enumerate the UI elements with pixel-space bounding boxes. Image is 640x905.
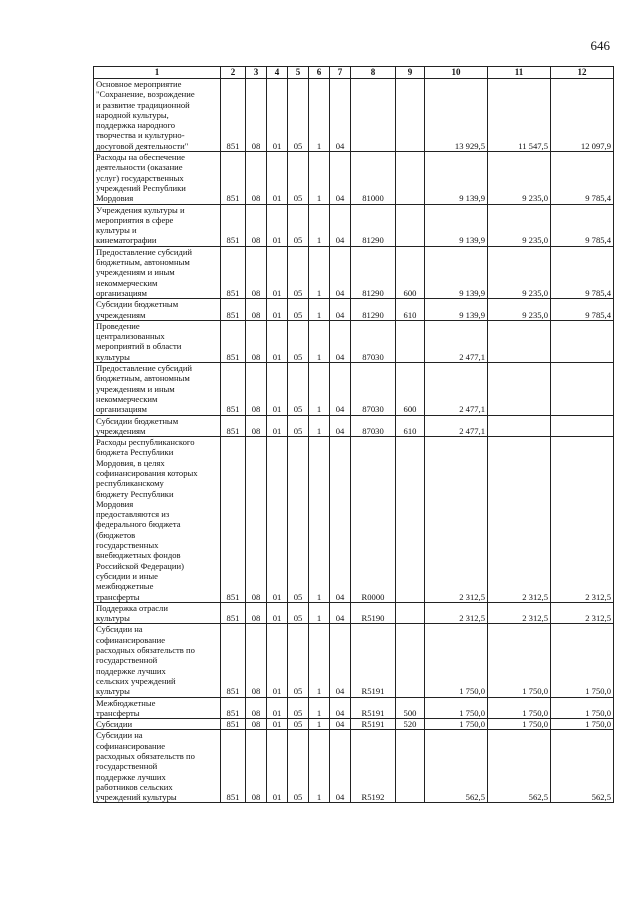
cell-c10: 2 312,5 bbox=[425, 437, 488, 603]
cell-c10: 9 139,9 bbox=[425, 204, 488, 246]
cell-c3: 08 bbox=[246, 246, 267, 298]
cell-c10: 2 477,1 bbox=[425, 363, 488, 415]
cell-c2: 851 bbox=[221, 602, 246, 624]
cell-c5: 05 bbox=[288, 719, 309, 730]
cell-c3: 08 bbox=[246, 624, 267, 697]
cell-c11: 1 750,0 bbox=[488, 719, 551, 730]
cell-c11 bbox=[488, 415, 551, 437]
cell-c8: 81000 bbox=[351, 152, 396, 204]
cell-c6: 1 bbox=[309, 697, 330, 719]
cell-c3: 08 bbox=[246, 602, 267, 624]
cell-c11: 9 235,0 bbox=[488, 299, 551, 321]
cell-c5: 05 bbox=[288, 437, 309, 603]
cell-c10: 9 139,9 bbox=[425, 152, 488, 204]
column-header: 1 bbox=[94, 67, 221, 79]
cell-c4: 01 bbox=[267, 624, 288, 697]
cell-c10: 562,5 bbox=[425, 730, 488, 803]
cell-c8: 81290 bbox=[351, 246, 396, 298]
cell-c10: 1 750,0 bbox=[425, 719, 488, 730]
cell-c6: 1 bbox=[309, 602, 330, 624]
table-row bbox=[94, 437, 614, 603]
cell-c5: 05 bbox=[288, 730, 309, 803]
cell-c8: 87030 bbox=[351, 363, 396, 415]
column-header: 5 bbox=[288, 67, 309, 79]
cell-c9: 610 bbox=[396, 299, 425, 321]
cell-c3: 08 bbox=[246, 719, 267, 730]
cell-c4: 01 bbox=[267, 246, 288, 298]
cell-c11: 9 235,0 bbox=[488, 152, 551, 204]
cell-c7: 04 bbox=[330, 79, 351, 152]
cell-c8 bbox=[351, 79, 396, 152]
cell-c8: R5191 bbox=[351, 697, 396, 719]
cell-c8: R5190 bbox=[351, 602, 396, 624]
table-row bbox=[94, 363, 614, 415]
cell-c9 bbox=[396, 624, 425, 697]
column-header: 12 bbox=[551, 67, 614, 79]
cell-c2: 851 bbox=[221, 437, 246, 603]
cell-c10: 9 139,9 bbox=[425, 299, 488, 321]
table-row bbox=[94, 697, 614, 719]
cell-c6: 1 bbox=[309, 320, 330, 362]
cell-c4: 01 bbox=[267, 320, 288, 362]
cell-c7: 04 bbox=[330, 437, 351, 603]
cell-c2: 851 bbox=[221, 246, 246, 298]
column-header: 6 bbox=[309, 67, 330, 79]
cell-c6: 1 bbox=[309, 437, 330, 603]
cell-c7: 04 bbox=[330, 719, 351, 730]
cell-c5: 05 bbox=[288, 246, 309, 298]
table-row bbox=[94, 299, 614, 321]
cell-c4: 01 bbox=[267, 730, 288, 803]
cell-c12: 1 750,0 bbox=[551, 624, 614, 697]
cell-c12: 9 785,4 bbox=[551, 246, 614, 298]
cell-c12: 9 785,4 bbox=[551, 204, 614, 246]
cell-c8: 87030 bbox=[351, 320, 396, 362]
cell-c7: 04 bbox=[330, 415, 351, 437]
cell-c2: 851 bbox=[221, 363, 246, 415]
cell-c9 bbox=[396, 602, 425, 624]
cell-c6: 1 bbox=[309, 415, 330, 437]
cell-c11: 562,5 bbox=[488, 730, 551, 803]
cell-c2: 851 bbox=[221, 320, 246, 362]
row-name: Субсидии на софинансирование расходных обязательств по государственной поддержке лучших работников сельских учреждений культуры bbox=[94, 730, 221, 803]
cell-c5: 05 bbox=[288, 299, 309, 321]
cell-c2: 851 bbox=[221, 299, 246, 321]
cell-c2: 851 bbox=[221, 79, 246, 152]
cell-c9: 600 bbox=[396, 246, 425, 298]
cell-c8: 81290 bbox=[351, 299, 396, 321]
cell-c2: 851 bbox=[221, 730, 246, 803]
cell-c11: 9 235,0 bbox=[488, 246, 551, 298]
cell-c2: 851 bbox=[221, 415, 246, 437]
cell-c7: 04 bbox=[330, 730, 351, 803]
row-name: Предоставление субсидий бюджетным, автономным учреждениям и иным некоммерческим организациям bbox=[94, 246, 221, 298]
cell-c5: 05 bbox=[288, 415, 309, 437]
cell-c11 bbox=[488, 363, 551, 415]
column-header: 4 bbox=[267, 67, 288, 79]
cell-c5: 05 bbox=[288, 320, 309, 362]
cell-c11: 9 235,0 bbox=[488, 204, 551, 246]
cell-c12 bbox=[551, 415, 614, 437]
row-name: Расходы республиканского бюджета Республики Мордовия, в целях софинансирования которых республиканскому бюджету Республики Мордовия предоставляются из федерального бюджета (бюджетов государственных внебюджетных фондов Российской Федерации) субсидии и иные межбюджетные трансферты bbox=[94, 437, 221, 603]
cell-c3: 08 bbox=[246, 320, 267, 362]
cell-c2: 851 bbox=[221, 152, 246, 204]
cell-c5: 05 bbox=[288, 697, 309, 719]
cell-c3: 08 bbox=[246, 204, 267, 246]
table-row bbox=[94, 320, 614, 362]
cell-c6: 1 bbox=[309, 730, 330, 803]
table-row bbox=[94, 152, 614, 204]
cell-c7: 04 bbox=[330, 204, 351, 246]
row-name: Субсидии bbox=[94, 719, 221, 730]
table-row bbox=[94, 79, 614, 152]
cell-c10: 2 477,1 bbox=[425, 320, 488, 362]
cell-c11: 1 750,0 bbox=[488, 697, 551, 719]
cell-c2: 851 bbox=[221, 719, 246, 730]
cell-c12: 562,5 bbox=[551, 730, 614, 803]
cell-c3: 08 bbox=[246, 363, 267, 415]
table-row bbox=[94, 719, 614, 730]
cell-c8: R0000 bbox=[351, 437, 396, 603]
header-row bbox=[94, 67, 614, 79]
cell-c10: 1 750,0 bbox=[425, 697, 488, 719]
cell-c6: 1 bbox=[309, 152, 330, 204]
table-row bbox=[94, 415, 614, 437]
table-row bbox=[94, 602, 614, 624]
row-name: Расходы на обеспечение деятельности (оказание услуг) государственных учреждений Республики Мордовия bbox=[94, 152, 221, 204]
row-name: Основное мероприятие "Сохранение, возрождение и развитие традиционной народной культуры, поддержка народного творчества и культурно- досуговой деятельности" bbox=[94, 79, 221, 152]
cell-c7: 04 bbox=[330, 246, 351, 298]
cell-c9 bbox=[396, 152, 425, 204]
cell-c10: 2 312,5 bbox=[425, 602, 488, 624]
cell-c12 bbox=[551, 363, 614, 415]
budget-table bbox=[93, 66, 614, 803]
cell-c5: 05 bbox=[288, 624, 309, 697]
cell-c4: 01 bbox=[267, 697, 288, 719]
table-row bbox=[94, 624, 614, 697]
column-header: 3 bbox=[246, 67, 267, 79]
cell-c8: 81290 bbox=[351, 204, 396, 246]
cell-c3: 08 bbox=[246, 152, 267, 204]
cell-c6: 1 bbox=[309, 79, 330, 152]
cell-c8: R5191 bbox=[351, 624, 396, 697]
cell-c5: 05 bbox=[288, 152, 309, 204]
cell-c6: 1 bbox=[309, 299, 330, 321]
cell-c4: 01 bbox=[267, 602, 288, 624]
cell-c12: 1 750,0 bbox=[551, 719, 614, 730]
table-row bbox=[94, 204, 614, 246]
cell-c2: 851 bbox=[221, 624, 246, 697]
cell-c8: R5191 bbox=[351, 719, 396, 730]
column-header: 11 bbox=[488, 67, 551, 79]
column-header: 10 bbox=[425, 67, 488, 79]
cell-c12: 12 097,9 bbox=[551, 79, 614, 152]
cell-c8: 87030 bbox=[351, 415, 396, 437]
row-name: Учреждения культуры и мероприятия в сфере культуры и кинематографии bbox=[94, 204, 221, 246]
cell-c3: 08 bbox=[246, 697, 267, 719]
cell-c4: 01 bbox=[267, 437, 288, 603]
cell-c4: 01 bbox=[267, 299, 288, 321]
table-row bbox=[94, 730, 614, 803]
cell-c11: 11 547,5 bbox=[488, 79, 551, 152]
row-name: Предоставление субсидий бюджетным, автономным учреждениям и иным некоммерческим организациям bbox=[94, 363, 221, 415]
cell-c5: 05 bbox=[288, 363, 309, 415]
cell-c4: 01 bbox=[267, 204, 288, 246]
table-row bbox=[94, 246, 614, 298]
cell-c10: 13 929,5 bbox=[425, 79, 488, 152]
row-name: Проведение централизованных мероприятий в области культуры bbox=[94, 320, 221, 362]
cell-c9 bbox=[396, 437, 425, 603]
cell-c4: 01 bbox=[267, 152, 288, 204]
row-name: Межбюджетные трансферты bbox=[94, 697, 221, 719]
page-number: 646 bbox=[590, 38, 610, 53]
cell-c5: 05 bbox=[288, 602, 309, 624]
cell-c9 bbox=[396, 730, 425, 803]
column-header: 2 bbox=[221, 67, 246, 79]
cell-c2: 851 bbox=[221, 697, 246, 719]
cell-c8: R5192 bbox=[351, 730, 396, 803]
cell-c12 bbox=[551, 320, 614, 362]
cell-c7: 04 bbox=[330, 299, 351, 321]
row-name: Поддержка отрасли культуры bbox=[94, 602, 221, 624]
cell-c4: 01 bbox=[267, 719, 288, 730]
cell-c12: 2 312,5 bbox=[551, 602, 614, 624]
cell-c4: 01 bbox=[267, 415, 288, 437]
cell-c9 bbox=[396, 79, 425, 152]
cell-c10: 9 139,9 bbox=[425, 246, 488, 298]
cell-c6: 1 bbox=[309, 624, 330, 697]
cell-c4: 01 bbox=[267, 79, 288, 152]
cell-c3: 08 bbox=[246, 730, 267, 803]
cell-c11: 1 750,0 bbox=[488, 624, 551, 697]
cell-c10: 2 477,1 bbox=[425, 415, 488, 437]
cell-c12: 1 750,0 bbox=[551, 697, 614, 719]
cell-c6: 1 bbox=[309, 204, 330, 246]
cell-c7: 04 bbox=[330, 320, 351, 362]
cell-c12: 9 785,4 bbox=[551, 152, 614, 204]
column-header: 7 bbox=[330, 67, 351, 79]
cell-c7: 04 bbox=[330, 624, 351, 697]
cell-c5: 05 bbox=[288, 204, 309, 246]
cell-c9: 520 bbox=[396, 719, 425, 730]
column-header: 8 bbox=[351, 67, 396, 79]
cell-c9 bbox=[396, 204, 425, 246]
cell-c6: 1 bbox=[309, 246, 330, 298]
cell-c9: 600 bbox=[396, 363, 425, 415]
cell-c7: 04 bbox=[330, 152, 351, 204]
table-body bbox=[94, 79, 614, 803]
cell-c2: 851 bbox=[221, 204, 246, 246]
cell-c7: 04 bbox=[330, 602, 351, 624]
cell-c10: 1 750,0 bbox=[425, 624, 488, 697]
cell-c6: 1 bbox=[309, 719, 330, 730]
column-header: 9 bbox=[396, 67, 425, 79]
cell-c3: 08 bbox=[246, 415, 267, 437]
cell-c11: 2 312,5 bbox=[488, 602, 551, 624]
cell-c7: 04 bbox=[330, 363, 351, 415]
row-name: Субсидии на софинансирование расходных обязательств по государственной поддержке лучших сельских учреждений культуры bbox=[94, 624, 221, 697]
cell-c12: 9 785,4 bbox=[551, 299, 614, 321]
row-name: Субсидии бюджетным учреждениям bbox=[94, 299, 221, 321]
cell-c6: 1 bbox=[309, 363, 330, 415]
cell-c5: 05 bbox=[288, 79, 309, 152]
cell-c12: 2 312,5 bbox=[551, 437, 614, 603]
cell-c3: 08 bbox=[246, 437, 267, 603]
cell-c11 bbox=[488, 320, 551, 362]
cell-c9 bbox=[396, 320, 425, 362]
cell-c7: 04 bbox=[330, 697, 351, 719]
cell-c4: 01 bbox=[267, 363, 288, 415]
cell-c3: 08 bbox=[246, 299, 267, 321]
cell-c9: 500 bbox=[396, 697, 425, 719]
cell-c9: 610 bbox=[396, 415, 425, 437]
cell-c3: 08 bbox=[246, 79, 267, 152]
cell-c11: 2 312,5 bbox=[488, 437, 551, 603]
row-name: Субсидии бюджетным учреждениям bbox=[94, 415, 221, 437]
